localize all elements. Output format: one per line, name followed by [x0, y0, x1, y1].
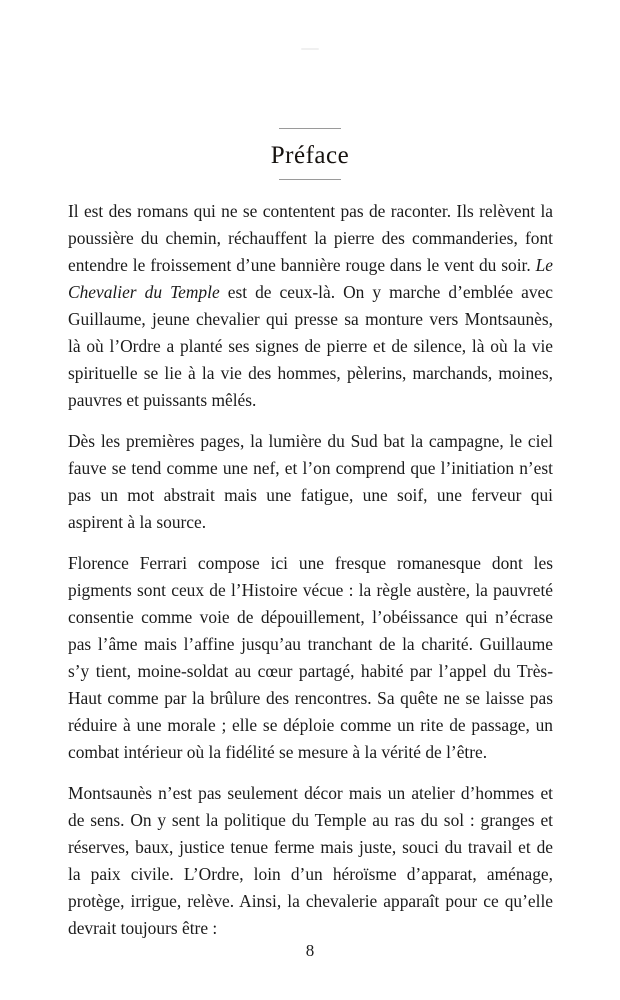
heading-rule-above	[279, 128, 341, 129]
page-number: 8	[305, 941, 315, 960]
body-paragraph: Florence Ferrari compose ici une fresque romanesque dont les pigments sont ceux de l’Histoire vécue : la règle austère, la pauvreté consentie comme voie de dépouillement, l’obéissance qui n’écrase pas l’âme mais l’affine jusqu’au tranchant de la charité. Guillaume s’y tient, moine-soldat au cœur partagé, habité par l’appel du Très-Haut comme par la brûlure des rencontres. Sa quête ne se laisse pas réduire à une morale ; elle se déploie comme un rite de passage, un combat intérieur où la fidélité se mesure à la vérité de l’être.	[68, 553, 553, 762]
body-paragraph: Il est des romans qui ne se contentent pas de raconter. Ils relèvent la poussière du chemin, réchauffent la pierre des commanderies, font entendre le froissement d’une bannière rouge dans le vent du soir. Le Chevalier du Temple est de ceux-là. On y marche d’emblée avec Guillaume, jeune chevalier qui presse sa monture vers Montsaunès, là où l’Ordre a planté ses signes de pierre et de silence, là où la vie spirituelle se lie à la vie des hommes, pèlerins, marchands, moines, pauvres et puissants mêlés.	[68, 201, 553, 410]
heading-rule-below	[279, 179, 341, 180]
page-title: Préface	[270, 142, 350, 169]
book-title-italic: Le Chevalier du Temple	[68, 255, 553, 302]
page-top-mark	[301, 48, 319, 50]
body-paragraph: Dès les premières pages, la lumière du Sud bat la campagne, le ciel fauve se tend comme une nef, et l’on comprend que l’initiation n’est pas un mot abstrait mais une fatigue, une soif, une ferveur qui aspirent à la source.	[68, 431, 553, 532]
body-text-block	[68, 198, 553, 942]
body-paragraph: Montsaunès n’est pas seulement décor mais un atelier d’hommes et de sens. On y sent la politique du Temple au ras du sol : granges et réserves, baux, justice tenue ferme mais juste, souci du travail et de la paix civile. L’Ordre, loin d’un héroïsme d’apparat, aménage, protège, irrigue, relève. Ainsi, la chevalerie apparaît pour ce qu’elle devrait toujours être :	[68, 783, 553, 938]
chapter-heading-block	[0, 128, 620, 180]
